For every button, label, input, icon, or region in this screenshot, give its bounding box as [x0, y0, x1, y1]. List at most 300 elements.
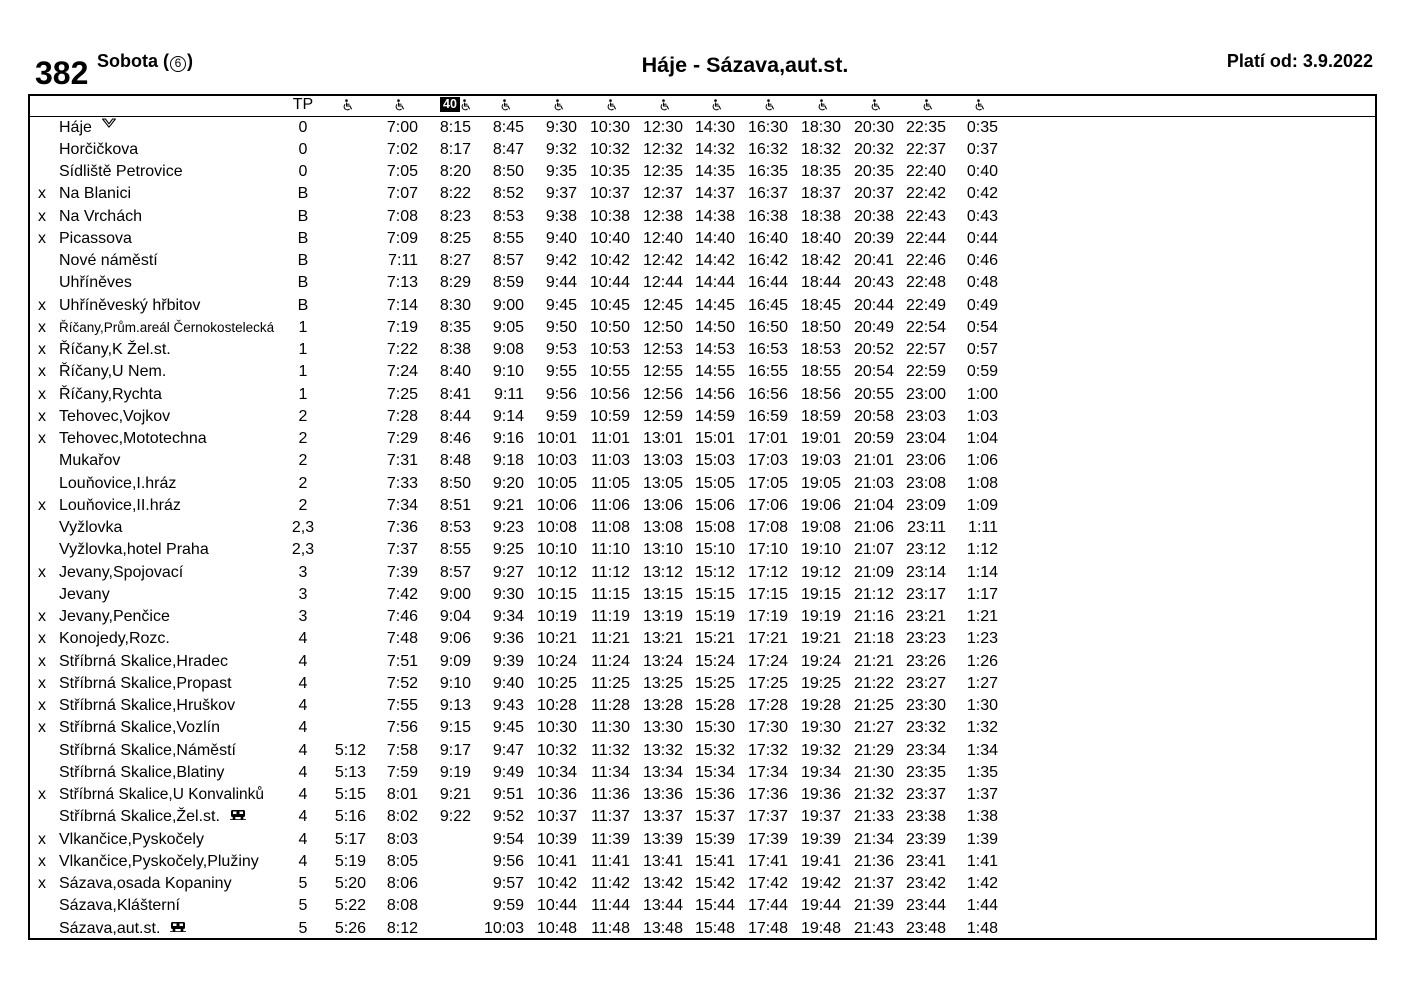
tariff-zone: B: [297, 296, 309, 314]
wheelchair-icon: [659, 99, 671, 111]
departure-time: 11:28: [591, 697, 630, 714]
departure-time: 10:12: [536, 563, 577, 581]
stop-row: [0, 361, 1407, 383]
stop-name: Stříbrná Skalice,Náměstí: [59, 741, 236, 759]
departure-time: 10:39: [536, 830, 577, 848]
departure-time: 10:59: [589, 407, 630, 425]
departure-time: 0:59: [966, 363, 998, 381]
stop-row: [0, 784, 1407, 806]
departure-time: 20:30: [853, 118, 894, 136]
departure-time: 16:37: [747, 185, 788, 203]
departure-time: 16:59: [747, 407, 788, 425]
departure-time: 1:30: [966, 697, 998, 714]
departure-time: 10:05: [536, 474, 577, 492]
wheelchair-icon: [922, 99, 934, 111]
request-stop-mark: x: [38, 652, 46, 670]
departure-time: 17:24: [747, 652, 788, 670]
departure-time: 8:51: [439, 496, 471, 514]
stop-name: Stříbrná Skalice,Hradec: [59, 652, 228, 670]
departure-time: 13:44: [642, 897, 683, 915]
departure-time: 7:14: [386, 296, 418, 314]
departure-time: 22:46: [905, 252, 946, 269]
stop-name-cell: [59, 584, 110, 606]
departure-time: 21:37: [853, 875, 894, 892]
departure-time: 15:06: [694, 496, 735, 514]
request-stop-mark: x: [38, 608, 46, 625]
tariff-zone: 4: [298, 852, 308, 870]
departure-time: 19:28: [800, 697, 841, 714]
stop-row: [0, 228, 1407, 250]
tariff-zone: 5: [298, 897, 308, 915]
departure-time: 9:38: [545, 207, 577, 225]
column-header: [606, 97, 618, 112]
departure-time: 8:50: [439, 474, 471, 492]
departure-time: 11:24: [591, 652, 630, 670]
departure-time: 19:15: [800, 585, 841, 603]
stop-row: [0, 517, 1407, 539]
departure-time: 21:33: [853, 808, 894, 826]
stop-row: [0, 406, 1407, 428]
tariff-zone: 5: [298, 875, 308, 892]
stop-name: Říčany,Rychta: [59, 385, 162, 403]
stop-name: Jevany: [59, 585, 110, 603]
departure-time: 20:37: [853, 185, 894, 203]
stop-row: [0, 717, 1407, 739]
departure-time: 7:33: [386, 474, 418, 492]
stop-row: [0, 806, 1407, 828]
departure-time: 19:42: [800, 875, 841, 892]
departure-time: 18:42: [800, 252, 841, 269]
stop-name: Stříbrná Skalice,Blatiny: [59, 763, 225, 781]
departure-time: 13:24: [642, 652, 683, 670]
departure-time: 10:53: [589, 341, 630, 358]
departure-time: 18:56: [800, 385, 841, 403]
departure-time: 0:48: [966, 274, 998, 292]
departure-time: 17:05: [747, 474, 788, 492]
departure-time: 9:43: [492, 697, 524, 714]
departure-time: 20:43: [853, 274, 894, 292]
tariff-zone: 3: [298, 563, 308, 581]
departure-time: 8:53: [492, 207, 524, 225]
stop-name: Picassova: [59, 229, 132, 247]
departure-time: 23:00: [905, 385, 946, 403]
departure-time: 9:49: [492, 763, 524, 781]
departure-time: 8:59: [492, 274, 524, 292]
departure-time: 9:56: [492, 852, 524, 870]
stop-name: Stříbrná Skalice,Vozlín: [59, 719, 220, 737]
departure-time: 23:17: [905, 585, 946, 603]
wheelchair-icon: [394, 99, 406, 111]
stop-name-cell: [59, 139, 138, 161]
departure-time: 12:50: [642, 318, 683, 336]
stop-name-cell: [59, 717, 220, 739]
departure-time: 7:22: [386, 341, 418, 358]
stop-row: [0, 762, 1407, 784]
departure-time: 13:48: [642, 919, 683, 937]
departure-time: 15:48: [694, 919, 735, 937]
column-header: [817, 97, 829, 112]
departure-time: 9:53: [545, 341, 577, 358]
departure-time: 1:12: [966, 541, 998, 559]
stop-name: Říčany,Prům.areál Černokostelecká: [59, 319, 275, 335]
departure-time: 19:36: [800, 786, 841, 803]
stop-row: [0, 339, 1407, 361]
departure-time: 10:24: [536, 652, 577, 670]
request-stop-mark: x: [38, 697, 46, 714]
departure-time: 15:08: [694, 519, 735, 536]
departure-time: 16:53: [747, 341, 788, 358]
departure-time: 9:19: [439, 763, 471, 781]
departure-time: 17:12: [747, 563, 788, 581]
departure-time: 15:21: [694, 630, 735, 648]
departure-time: 20:41: [853, 252, 894, 269]
departure-time: 14:35: [694, 163, 735, 180]
departure-time: 7:11: [388, 252, 418, 269]
departure-time: 7:09: [386, 229, 418, 247]
request-stop-mark: x: [38, 563, 46, 581]
departure-time: 16:45: [747, 296, 788, 314]
departure-time: 23:32: [905, 719, 946, 737]
departure-time: 22:57: [905, 341, 946, 358]
departure-time: 23:44: [905, 897, 946, 915]
departure-time: 11:21: [591, 630, 630, 648]
departure-time: 19:21: [800, 630, 841, 648]
departure-time: 8:15: [439, 118, 471, 136]
departure-time: 21:30: [853, 763, 894, 781]
departure-time: 20:59: [853, 430, 894, 447]
departure-time: 7:25: [386, 385, 418, 403]
departure-time: 10:40: [589, 229, 630, 247]
request-stop-mark: x: [38, 830, 46, 848]
stop-name-cell: [59, 806, 246, 828]
departure-time: 17:06: [747, 496, 788, 514]
departure-time: 9:15: [439, 719, 471, 737]
departure-time: 11:12: [591, 563, 630, 581]
stop-name: Nové náměstí: [59, 252, 158, 269]
departure-time: 7:52: [386, 674, 418, 692]
stop-name-cell: [59, 161, 183, 183]
departure-time: 21:21: [853, 652, 894, 670]
request-stop-mark: x: [38, 496, 46, 514]
request-stop-mark: x: [38, 318, 46, 336]
departure-time: 13:39: [642, 830, 683, 848]
wheelchair-icon: [606, 99, 618, 111]
request-stop-mark: x: [38, 852, 46, 870]
departure-time: 1:03: [966, 407, 998, 425]
departure-time: 23:26: [905, 652, 946, 670]
departure-time: 10:10: [536, 541, 577, 559]
stop-name: Uhříněveský hřbitov: [59, 296, 201, 314]
departure-time: 14:40: [694, 229, 735, 247]
departure-time: 19:12: [800, 563, 841, 581]
departure-time: 9:13: [439, 697, 471, 714]
departure-time: 9:14: [492, 407, 524, 425]
stop-row: [0, 295, 1407, 317]
departure-time: 23:23: [905, 630, 946, 648]
stop-name: Louňovice,II.hráz: [59, 496, 181, 514]
departure-time: 5:17: [334, 830, 366, 848]
departure-time: 9:55: [545, 363, 577, 381]
departure-time: 19:32: [800, 741, 841, 759]
departure-time: 18:32: [800, 140, 841, 158]
departure-time: 21:01: [853, 452, 894, 470]
stop-name-cell: [59, 450, 120, 472]
departure-time: 22:49: [905, 296, 946, 314]
stop-name: Jevany,Spojovací: [59, 563, 184, 581]
departure-time: 15:36: [694, 786, 735, 803]
departure-time: 10:34: [536, 763, 577, 781]
departure-time: 9:22: [439, 808, 471, 826]
departure-time: 9:00: [439, 585, 471, 603]
request-stop-mark: x: [38, 185, 46, 203]
stop-row: [0, 161, 1407, 183]
departure-time: 22:44: [905, 229, 946, 247]
departure-time: 12:30: [642, 118, 683, 136]
stop-name-cell: [59, 673, 232, 695]
departure-time: 18:35: [800, 163, 841, 180]
departure-time: 11:15: [591, 585, 630, 603]
departure-time: 11:01: [591, 430, 630, 447]
departure-time: 23:08: [905, 474, 946, 492]
stop-name: Jevany,Penčice: [59, 608, 170, 625]
tariff-zone: 4: [298, 697, 308, 714]
departure-time: 11:44: [591, 897, 630, 915]
departure-time: 1:41: [966, 852, 998, 870]
departure-time: 17:41: [747, 852, 788, 870]
departure-time: 8:50: [492, 163, 524, 180]
departure-time: 7:42: [386, 585, 418, 603]
departure-time: 19:03: [800, 452, 841, 470]
departure-time: 9:17: [439, 741, 471, 759]
departure-time: 14:53: [694, 341, 735, 358]
departure-time: 13:32: [642, 741, 683, 759]
departure-time: 21:39: [853, 897, 894, 915]
departure-time: 23:06: [905, 452, 946, 470]
departure-time: 19:08: [800, 519, 841, 536]
departure-time: 23:14: [905, 563, 946, 581]
departure-time: 1:39: [966, 830, 998, 848]
departure-time: 12:53: [642, 341, 683, 358]
departure-time: 14:45: [694, 296, 735, 314]
departure-time: 5:19: [334, 852, 366, 870]
departure-time: 11:19: [591, 608, 630, 625]
departure-time: 17:08: [747, 519, 788, 536]
departure-time: 10:42: [536, 875, 577, 892]
tariff-zone: B: [297, 207, 309, 225]
departure-time: 1:14: [966, 563, 998, 581]
departure-time: 21:07: [853, 541, 894, 559]
departure-time: 0:49: [966, 296, 998, 314]
departure-time: 8:08: [386, 897, 418, 915]
departure-time: 10:44: [536, 897, 577, 915]
departure-time: 22:40: [905, 163, 946, 180]
departure-time: 8:57: [492, 252, 524, 269]
tariff-zone: 3: [298, 585, 308, 603]
departure-time: 12:32: [642, 140, 683, 158]
stop-name-cell: [59, 851, 259, 873]
departure-time: 9:16: [492, 430, 524, 447]
departure-time: 9:10: [492, 363, 524, 381]
departure-time: 5:16: [334, 808, 366, 826]
departure-time: 15:42: [694, 875, 735, 892]
departure-time: 9:57: [492, 875, 524, 892]
departure-time: 0:35: [966, 118, 998, 136]
stop-row: [0, 317, 1407, 339]
departure-time: 8:27: [439, 252, 471, 269]
departure-time: 10:01: [536, 430, 577, 447]
tariff-zone: 3: [298, 608, 308, 625]
request-stop-mark: x: [38, 296, 46, 314]
departure-time: 18:30: [800, 118, 841, 136]
wheelchair-icon: [817, 99, 829, 111]
departure-time: 17:42: [747, 875, 788, 892]
train-icon: [230, 809, 246, 820]
stop-name-cell: [59, 339, 171, 361]
stop-row: [0, 250, 1407, 272]
departure-time: 9:56: [545, 385, 577, 403]
departure-time: 1:21: [966, 608, 998, 625]
stop-name: Mukařov: [59, 452, 121, 470]
departure-time: 8:57: [439, 563, 471, 581]
tariff-zone: 4: [298, 630, 308, 648]
stop-row: [0, 651, 1407, 673]
departure-time: 19:30: [800, 719, 841, 737]
stop-name-cell: [59, 361, 166, 383]
departure-time: 7:37: [386, 541, 418, 559]
departure-time: 12:56: [642, 385, 683, 403]
departure-time: 23:11: [907, 519, 946, 536]
stop-row: [0, 829, 1407, 851]
stop-name: Sázava,osada Kopaniny: [59, 875, 232, 892]
departure-time: 15:32: [694, 741, 735, 759]
departure-time: 17:30: [747, 719, 788, 737]
departure-time: 21:16: [853, 608, 894, 625]
departure-time: 9:42: [545, 252, 577, 269]
route-title: Háje - Sázava,aut.st.: [641, 53, 849, 77]
departure-time: 8:01: [386, 786, 418, 803]
departure-time: 23:03: [905, 407, 946, 425]
stop-name: Stříbrná Skalice,Propast: [59, 674, 232, 692]
departure-time: 18:40: [800, 229, 841, 247]
departure-time: 22:43: [905, 207, 946, 225]
departure-time: 13:34: [642, 763, 683, 781]
departure-time: 21:18: [853, 630, 894, 648]
departure-time: 15:41: [694, 852, 735, 870]
stop-name: Háje: [59, 118, 92, 136]
departure-time: 15:28: [694, 697, 735, 714]
departure-time: 9:50: [545, 318, 577, 336]
departure-time: 9:06: [439, 630, 471, 648]
request-stop-mark: x: [38, 363, 46, 381]
departure-time: 10:25: [536, 674, 577, 692]
departure-time: 13:06: [642, 496, 683, 514]
departure-time: 7:13: [386, 274, 418, 292]
departure-time: 23:35: [905, 763, 946, 781]
departure-time: 8:02: [386, 808, 418, 826]
request-stop-mark: x: [38, 407, 46, 425]
departure-time: 20:54: [853, 363, 894, 381]
stop-name: Říčany,U Nem.: [59, 363, 167, 381]
departure-time: 16:50: [747, 318, 788, 336]
departure-time: 5:22: [334, 897, 366, 915]
departure-time: 18:59: [800, 407, 841, 425]
departure-time: 7:58: [386, 741, 418, 759]
departure-time: 17:34: [747, 763, 788, 781]
request-stop-mark: x: [38, 786, 46, 803]
departure-time: 15:24: [694, 652, 735, 670]
departure-time: 9:47: [492, 741, 524, 759]
departure-time: 0:54: [966, 318, 998, 336]
departure-time: 7:48: [386, 630, 418, 648]
departure-time: 13:08: [642, 519, 683, 536]
departure-time: 11:42: [591, 875, 630, 892]
note-badge: 40: [440, 97, 460, 112]
departure-time: 19:19: [800, 608, 841, 625]
tariff-zone: 4: [298, 763, 308, 781]
departure-time: 19:37: [800, 808, 841, 826]
departure-time: 5:15: [334, 786, 366, 803]
departure-time: 8:46: [439, 430, 471, 447]
departure-time: 8:35: [439, 318, 471, 336]
departure-time: 16:35: [747, 163, 788, 180]
departure-time: 17:19: [747, 608, 788, 625]
departure-time: 9:39: [492, 652, 524, 670]
departure-time: 17:32: [747, 741, 788, 759]
departure-time: 12:35: [642, 163, 683, 180]
departure-time: 11:08: [591, 519, 630, 536]
departure-time: 9:45: [492, 719, 524, 737]
stop-row: [0, 183, 1407, 205]
departure-time: 13:25: [642, 674, 683, 692]
stop-row: [0, 851, 1407, 873]
departure-time: 7:28: [386, 407, 418, 425]
tariff-zone: 2,3: [291, 519, 315, 536]
stop-name-cell: [59, 473, 176, 495]
departure-time: 23:42: [905, 875, 946, 892]
departure-time: 1:09: [966, 496, 998, 514]
departure-time: 14:38: [694, 207, 735, 225]
departure-time: 19:25: [800, 674, 841, 692]
departure-time: 11:10: [591, 541, 630, 559]
departure-time: 11:06: [591, 496, 630, 514]
departure-time: 19:39: [800, 830, 841, 848]
departure-time: 17:21: [747, 630, 788, 648]
departure-time: 0:44: [966, 229, 998, 247]
wheelchair-icon: [764, 99, 776, 111]
tariff-zone: 2: [298, 474, 308, 492]
tariff-zone: 1: [298, 318, 308, 336]
departure-time: 9:52: [492, 808, 524, 826]
stop-name: Na Blanici: [59, 185, 132, 203]
departure-time: 8:29: [439, 274, 471, 292]
departure-time: 9:59: [492, 897, 524, 915]
departure-time: 8:53: [439, 519, 471, 536]
stop-name: Stříbrná Skalice,Žel.st.: [59, 808, 220, 826]
departure-time: 13:03: [642, 452, 683, 470]
departure-time: 8:12: [386, 919, 418, 937]
departure-time: 21:03: [853, 474, 894, 492]
departure-time: 15:15: [694, 585, 735, 603]
column-header: [553, 97, 565, 112]
column-header: [974, 97, 986, 112]
departure-time: 11:48: [591, 919, 630, 937]
departure-time: 22:35: [905, 118, 946, 136]
departure-time: 17:03: [747, 452, 788, 470]
departure-time: 1:37: [966, 786, 998, 803]
departure-time: 19:10: [800, 541, 841, 559]
stop-name-cell: [59, 784, 264, 806]
departure-time: 20:32: [853, 140, 894, 158]
